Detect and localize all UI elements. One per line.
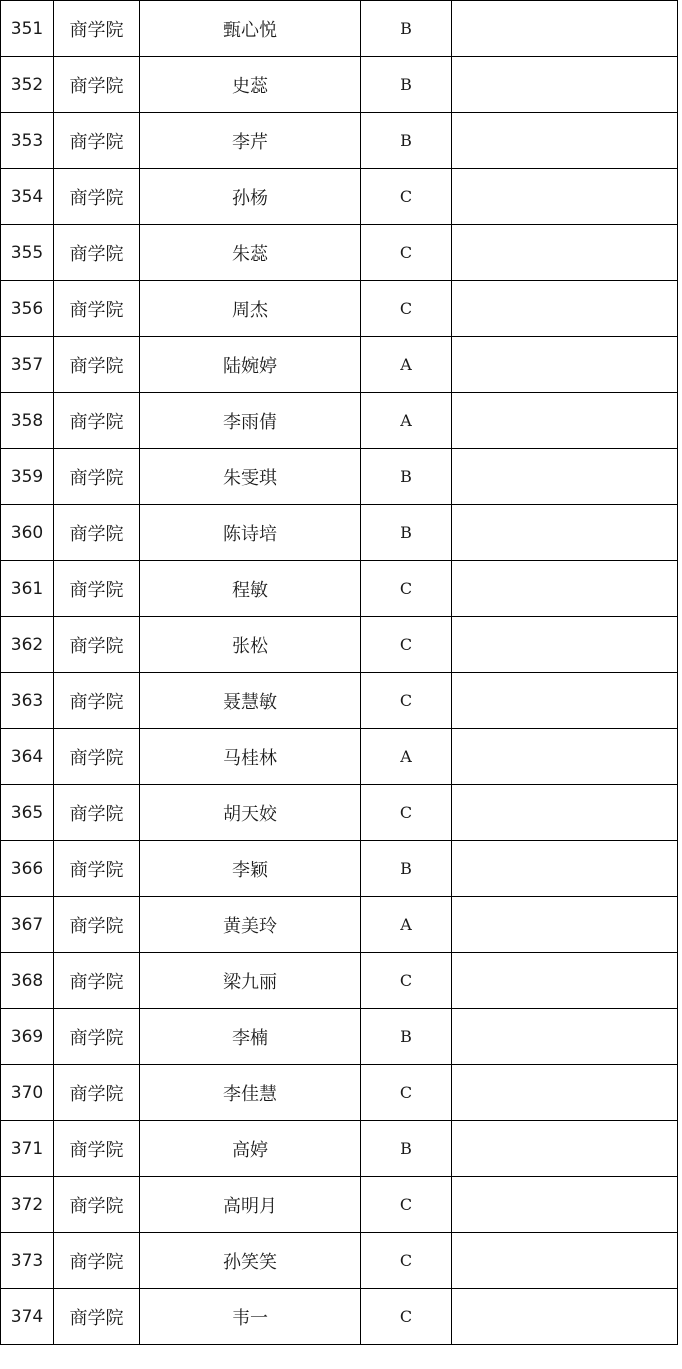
- remarks-cell: [452, 953, 678, 1009]
- row-number-cell: 370: [1, 1065, 54, 1121]
- grade-cell: A: [361, 729, 452, 785]
- table-row: [1, 561, 678, 617]
- row-number-cell: 352: [1, 57, 54, 113]
- row-number-cell: 362: [1, 617, 54, 673]
- student-name-cell: 李楠: [140, 1009, 361, 1065]
- grade-cell: B: [361, 841, 452, 897]
- grade-cell: C: [361, 617, 452, 673]
- student-name-cell: 高明月: [140, 1177, 361, 1233]
- row-number-cell: 373: [1, 1233, 54, 1289]
- grade-cell: C: [361, 1289, 452, 1345]
- row-number-cell: 357: [1, 337, 54, 393]
- row-number-cell: 364: [1, 729, 54, 785]
- student-name-cell: 张松: [140, 617, 361, 673]
- remarks-cell: [452, 57, 678, 113]
- student-name-cell: 黄美玲: [140, 897, 361, 953]
- department-cell: 商学院: [54, 169, 140, 225]
- remarks-cell: [452, 393, 678, 449]
- grade-cell: C: [361, 1065, 452, 1121]
- grade-cell: A: [361, 337, 452, 393]
- table-row: [1, 281, 678, 337]
- department-cell: 商学院: [54, 225, 140, 281]
- remarks-cell: [452, 841, 678, 897]
- table-row: [1, 1233, 678, 1289]
- table-body: [1, 1, 678, 1345]
- remarks-cell: [452, 1009, 678, 1065]
- row-number-cell: 367: [1, 897, 54, 953]
- student-name-cell: 聂慧敏: [140, 673, 361, 729]
- row-number-cell: 371: [1, 1121, 54, 1177]
- row-number-cell: 369: [1, 1009, 54, 1065]
- row-number-cell: 358: [1, 393, 54, 449]
- row-number-cell: 355: [1, 225, 54, 281]
- grade-cell: C: [361, 1177, 452, 1233]
- department-cell: 商学院: [54, 1177, 140, 1233]
- grade-cell: A: [361, 393, 452, 449]
- department-cell: 商学院: [54, 281, 140, 337]
- row-number-cell: 372: [1, 1177, 54, 1233]
- row-number-cell: 360: [1, 505, 54, 561]
- student-name-cell: 程敏: [140, 561, 361, 617]
- table-row: [1, 57, 678, 113]
- student-name-cell: 孙笑笑: [140, 1233, 361, 1289]
- grade-cell: C: [361, 785, 452, 841]
- student-name-cell: 梁九丽: [140, 953, 361, 1009]
- remarks-cell: [452, 337, 678, 393]
- table-row: [1, 673, 678, 729]
- department-cell: 商学院: [54, 953, 140, 1009]
- student-name-cell: 陆婉婷: [140, 337, 361, 393]
- row-number-cell: 353: [1, 113, 54, 169]
- grade-cell: B: [361, 505, 452, 561]
- table-row: [1, 1065, 678, 1121]
- grade-cell: B: [361, 449, 452, 505]
- student-name-cell: 李芹: [140, 113, 361, 169]
- remarks-cell: [452, 561, 678, 617]
- department-cell: 商学院: [54, 57, 140, 113]
- department-cell: 商学院: [54, 337, 140, 393]
- table-row: [1, 617, 678, 673]
- grade-cell: B: [361, 1, 452, 57]
- table-row: [1, 1177, 678, 1233]
- student-name-cell: 李颖: [140, 841, 361, 897]
- department-cell: 商学院: [54, 1121, 140, 1177]
- grade-cell: C: [361, 169, 452, 225]
- table-row: [1, 785, 678, 841]
- table-row: [1, 225, 678, 281]
- remarks-cell: [452, 449, 678, 505]
- department-cell: 商学院: [54, 561, 140, 617]
- student-name-cell: 史蕊: [140, 57, 361, 113]
- remarks-cell: [452, 1, 678, 57]
- row-number-cell: 354: [1, 169, 54, 225]
- department-cell: 商学院: [54, 1065, 140, 1121]
- remarks-cell: [452, 673, 678, 729]
- remarks-cell: [452, 1233, 678, 1289]
- department-cell: 商学院: [54, 113, 140, 169]
- student-name-cell: 陈诗培: [140, 505, 361, 561]
- remarks-cell: [452, 785, 678, 841]
- department-cell: 商学院: [54, 729, 140, 785]
- row-number-cell: 359: [1, 449, 54, 505]
- remarks-cell: [452, 729, 678, 785]
- table-row: [1, 449, 678, 505]
- remarks-cell: [452, 225, 678, 281]
- department-cell: 商学院: [54, 841, 140, 897]
- grade-cell: B: [361, 57, 452, 113]
- remarks-cell: [452, 1065, 678, 1121]
- student-name-cell: 周杰: [140, 281, 361, 337]
- student-name-cell: 李佳慧: [140, 1065, 361, 1121]
- department-cell: 商学院: [54, 1289, 140, 1345]
- table-row: [1, 897, 678, 953]
- student-name-cell: 高婷: [140, 1121, 361, 1177]
- table-row: [1, 1, 678, 57]
- row-number-cell: 365: [1, 785, 54, 841]
- row-number-cell: 351: [1, 1, 54, 57]
- grade-cell: C: [361, 673, 452, 729]
- grade-cell: C: [361, 561, 452, 617]
- student-name-cell: 马桂林: [140, 729, 361, 785]
- student-name-cell: 朱雯琪: [140, 449, 361, 505]
- grade-cell: B: [361, 1121, 452, 1177]
- grade-cell: C: [361, 225, 452, 281]
- department-cell: 商学院: [54, 897, 140, 953]
- table-row: [1, 505, 678, 561]
- table-row: [1, 169, 678, 225]
- department-cell: 商学院: [54, 673, 140, 729]
- grade-cell: A: [361, 897, 452, 953]
- remarks-cell: [452, 1177, 678, 1233]
- grade-cell: C: [361, 1233, 452, 1289]
- remarks-cell: [452, 617, 678, 673]
- student-name-cell: 甄心悦: [140, 1, 361, 57]
- remarks-cell: [452, 1121, 678, 1177]
- department-cell: 商学院: [54, 449, 140, 505]
- table-row: [1, 841, 678, 897]
- student-name-cell: 孙杨: [140, 169, 361, 225]
- table-row: [1, 1121, 678, 1177]
- row-number-cell: 374: [1, 1289, 54, 1345]
- row-number-cell: 356: [1, 281, 54, 337]
- grade-cell: C: [361, 281, 452, 337]
- department-cell: 商学院: [54, 505, 140, 561]
- student-name-cell: 李雨倩: [140, 393, 361, 449]
- table-row: [1, 1289, 678, 1345]
- table-row: [1, 729, 678, 785]
- row-number-cell: 363: [1, 673, 54, 729]
- remarks-cell: [452, 897, 678, 953]
- student-name-cell: 胡天姣: [140, 785, 361, 841]
- remarks-cell: [452, 1289, 678, 1345]
- student-name-cell: 韦一: [140, 1289, 361, 1345]
- department-cell: 商学院: [54, 785, 140, 841]
- remarks-cell: [452, 281, 678, 337]
- remarks-cell: [452, 113, 678, 169]
- row-number-cell: 366: [1, 841, 54, 897]
- remarks-cell: [452, 169, 678, 225]
- department-cell: 商学院: [54, 1009, 140, 1065]
- department-cell: 商学院: [54, 1, 140, 57]
- grade-cell: B: [361, 1009, 452, 1065]
- remarks-cell: [452, 505, 678, 561]
- grade-cell: B: [361, 113, 452, 169]
- department-cell: 商学院: [54, 1233, 140, 1289]
- table-row: [1, 393, 678, 449]
- row-number-cell: 361: [1, 561, 54, 617]
- student-name-cell: 朱蕊: [140, 225, 361, 281]
- row-number-cell: 368: [1, 953, 54, 1009]
- grade-cell: C: [361, 953, 452, 1009]
- department-cell: 商学院: [54, 393, 140, 449]
- table-row: [1, 1009, 678, 1065]
- table-row: [1, 337, 678, 393]
- department-cell: 商学院: [54, 617, 140, 673]
- table-row: [1, 953, 678, 1009]
- table-row: [1, 113, 678, 169]
